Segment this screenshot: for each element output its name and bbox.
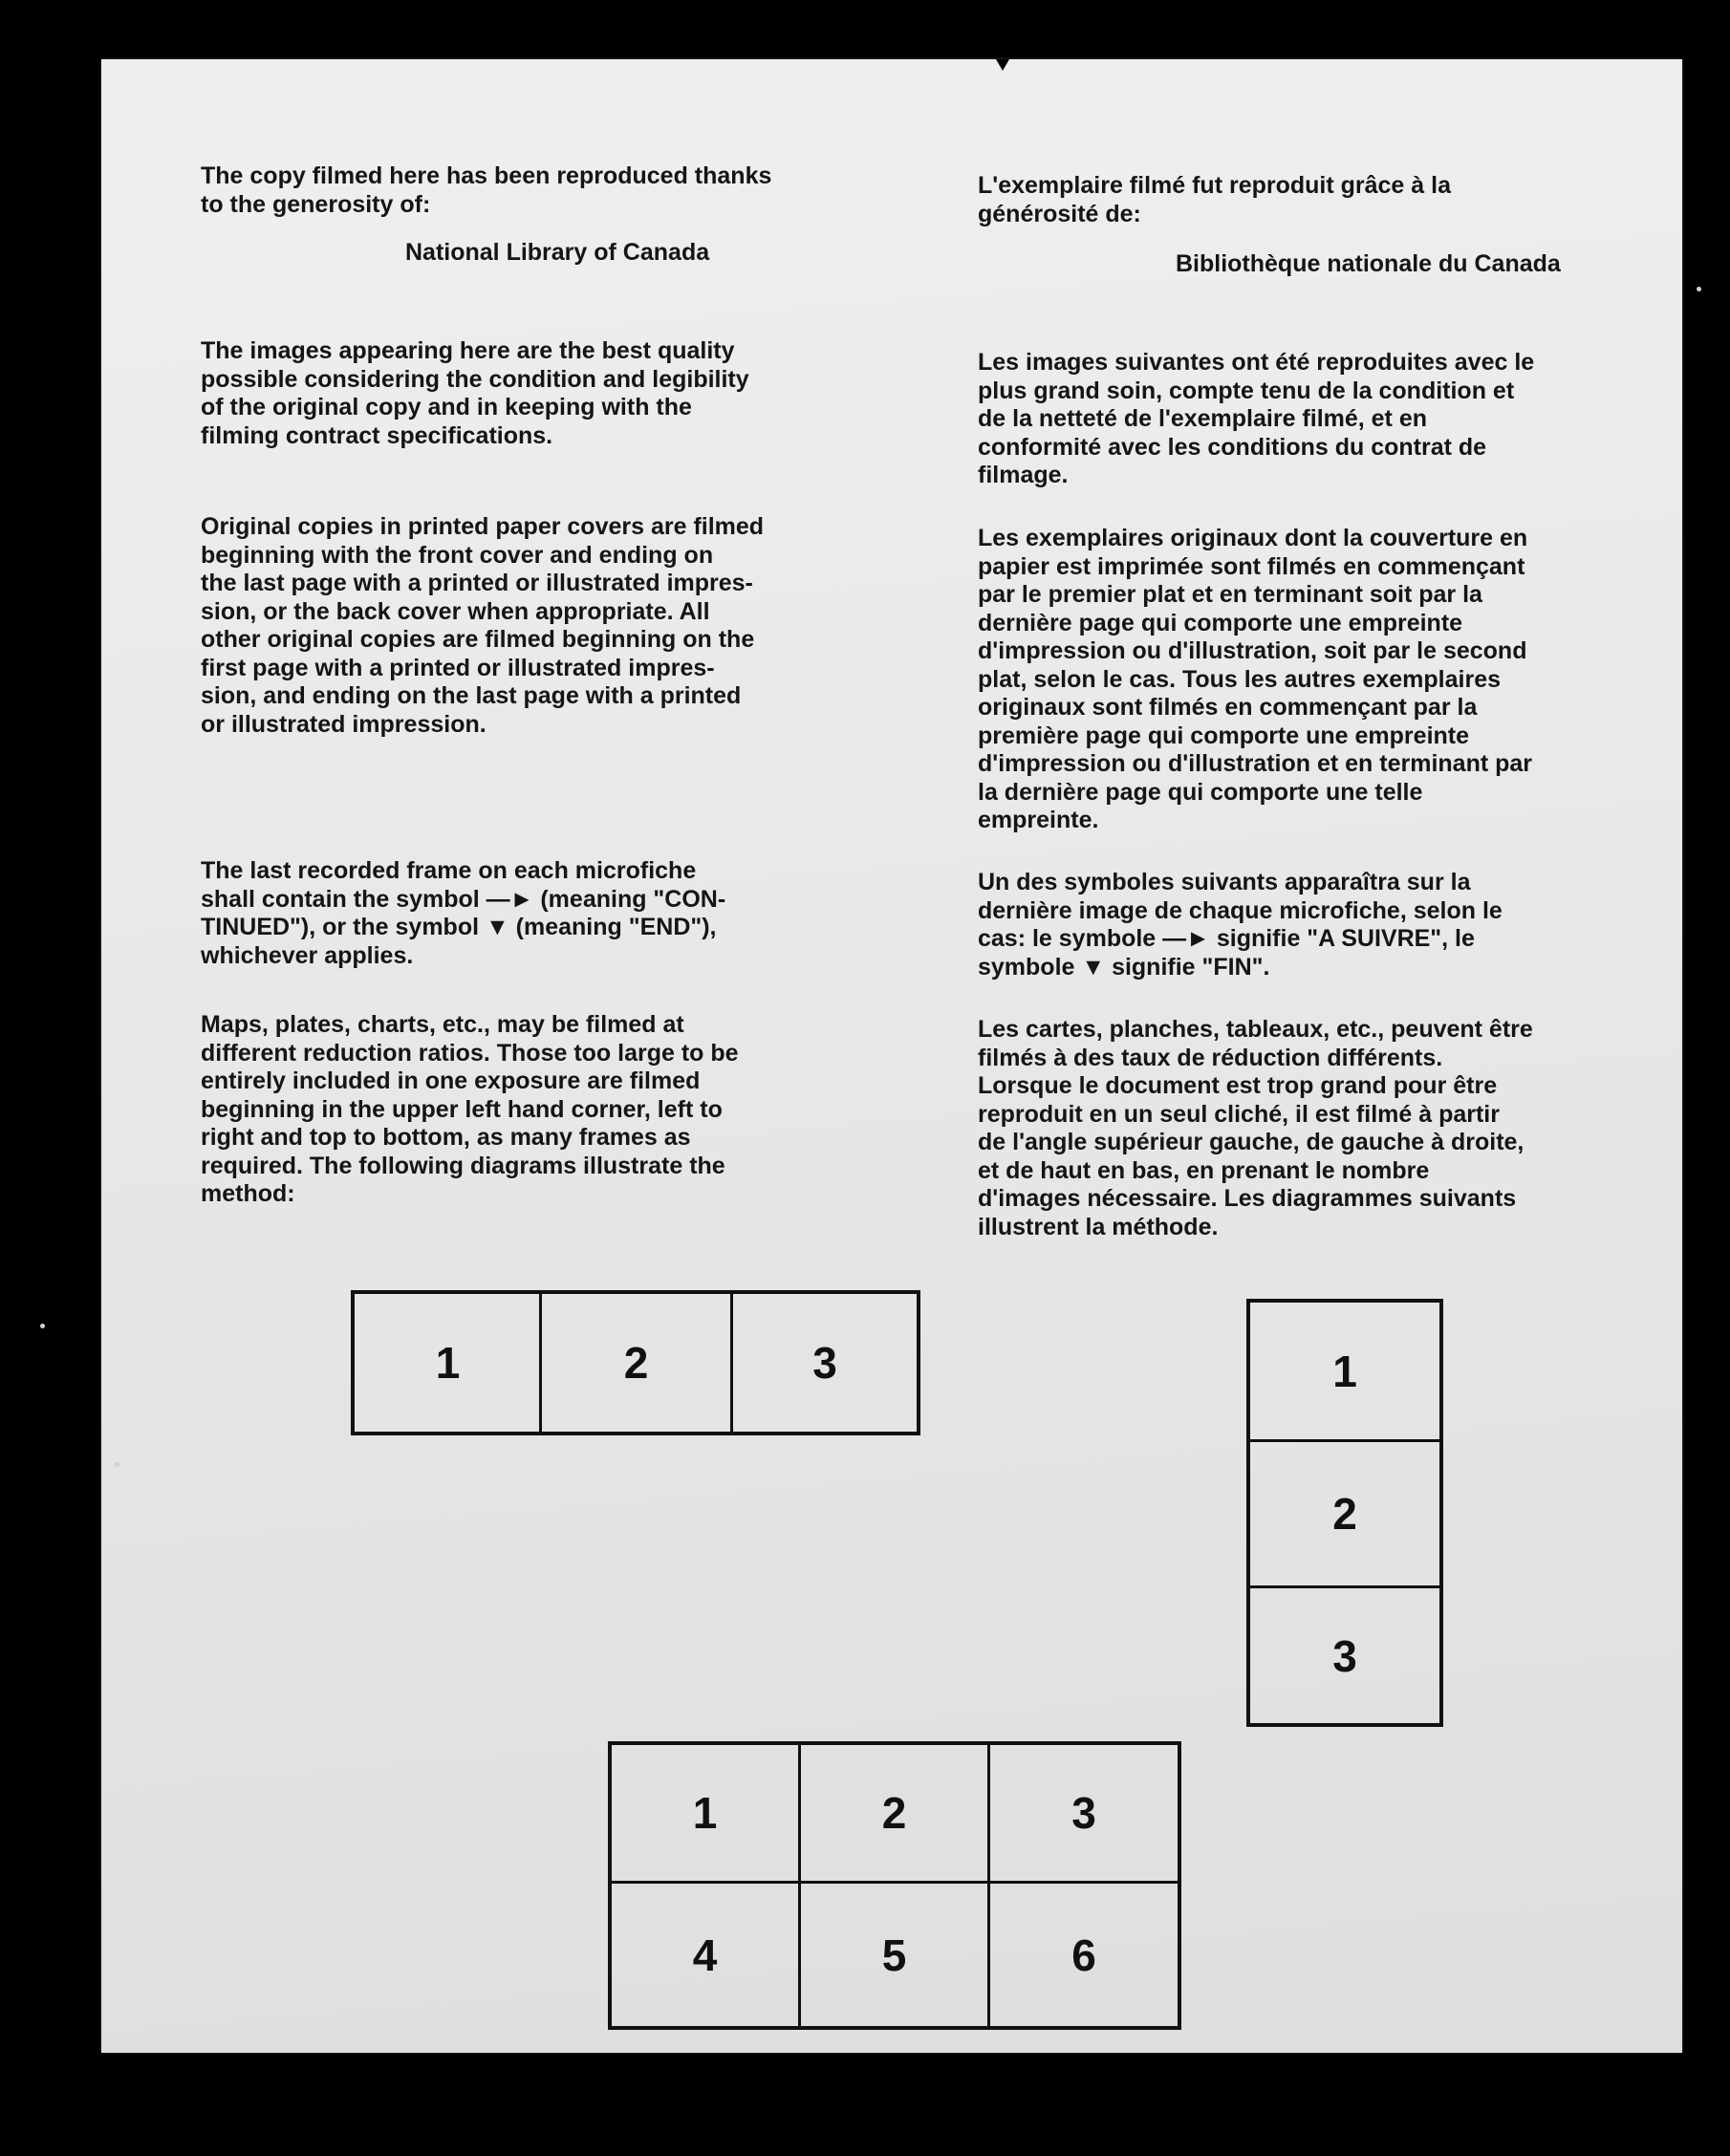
credit-intro-fr-text: L'exemplaire filmé fut reproduit grâce à la générosité de: [978,172,1451,227]
paragraph-covers-fr-text: Les exemplaires originaux dont la couverture en papier est imprimée sont filmés en commençant par le premier plat et en terminant soit par la dernière page qui comporte une empreinte d'impression ou d'illustration, soit par le second plat, selon le cas. Tous les autres exemplaires originaux sont filmés en commençant par la première page qui comporte une empreinte d'impression ou d'illustration et en terminant par la dernière page qui comporte une telle empreinte. [978,525,1533,833]
diagram-frame-1: 1 [692,1788,718,1838]
paragraph-maps-en [201,1011,870,1209]
paragraph-quality-fr [978,349,1609,490]
paragraph-quality-en-text: The images appearing here are the best quality possible considering the condition and legibility of the original copy and in keeping with the filming contract specifications. [201,337,749,449]
diagram-grid [608,1741,1181,2030]
paragraph-quality-en [201,337,870,450]
paragraph-symbols-en-text: The last recorded frame on each microfiche shall contain the symbol —► (meaning "CON- TINUED"), or the symbol ▼ (meaning "END"), whichever applies. [201,857,726,969]
paragraph-maps-en-text: Maps, plates, charts, etc., may be filmed at different reduction ratios. Those too large to be entirely included in one exposure are filmed beginning in the upper left hand corner, left to right and top to bottom, as many frames as required. The following diagrams illustrate the method: [201,1011,739,1207]
paragraph-maps-fr-text: Les cartes, planches, tableaux, etc., peuvent être filmés à des taux de réduction différents. Lorsque le document est trop grand pour être reproduit en un seul cliché, il est filmé à partir de l'angle supérieur gauche, de gauche à droite, et de haut en bas, en prenant le nombre d'images nécessaire. Les diagrammes suivants illustrent la méthode. [978,1016,1533,1240]
diagram-frame-3: 3 [1332,1630,1357,1681]
diagram-frame-2: 2 [881,1788,907,1838]
diagram-frame-2: 2 [623,1338,649,1388]
diagram-horizontal [351,1290,920,1435]
paragraph-symbols-fr [978,869,1609,981]
credit-intro-fr [978,172,1609,228]
credit-intro-en-text: The copy filmed here has been reproduced thanks to the generosity of: [201,162,772,218]
dust-speck [115,1462,119,1467]
paragraph-quality-fr-text: Les images suivantes ont été reproduites avec le plus grand soin, compte tenu de la condition et de la netteté de l'exemplaire filmé, et en conformité avec les conditions du contrat de filmage. [978,349,1535,488]
credit-name-en: National Library of Canada [405,239,710,266]
paragraph-symbols-en [201,857,870,970]
dust-speck [1697,287,1701,291]
diagram-frame-4: 4 [692,1930,718,1980]
diagram-frame-5: 5 [881,1930,907,1980]
paragraph-covers-fr [978,525,1609,835]
diagram-vertical [1246,1299,1443,1727]
paragraph-covers-en [201,513,870,739]
diagram-frame-1: 1 [1332,1346,1357,1396]
credit-name-fr: Bibliothèque nationale du Canada [1176,250,1561,277]
paragraph-covers-en-text: Original copies in printed paper covers are filmed beginning with the front cover and ending on the last page with a printed or illustrated impres- sion, or the back cover when appropriate. All other original copies are filmed beginning on the first page with a printed or illustrated impres- sion, and ending on the last page with a printed or illustrated impression. [201,513,765,738]
diagram-frame-1: 1 [435,1338,461,1388]
diagram-frame-3: 3 [812,1338,837,1388]
diagram-frame-2: 2 [1332,1489,1357,1539]
dust-speck [40,1324,45,1328]
paragraph-symbols-fr-text: Un des symboles suivants apparaîtra sur la dernière image de chaque microfiche, selon le cas: le symbole —► signifie "A SUIVRE", le symbole ▼ signifie "FIN". [978,869,1503,981]
film-notch-mark [996,59,1009,71]
diagram-frame-6: 6 [1071,1930,1096,1980]
credit-intro-en [201,162,870,219]
paragraph-maps-fr [978,1016,1609,1241]
diagram-frame-3: 3 [1071,1788,1096,1838]
